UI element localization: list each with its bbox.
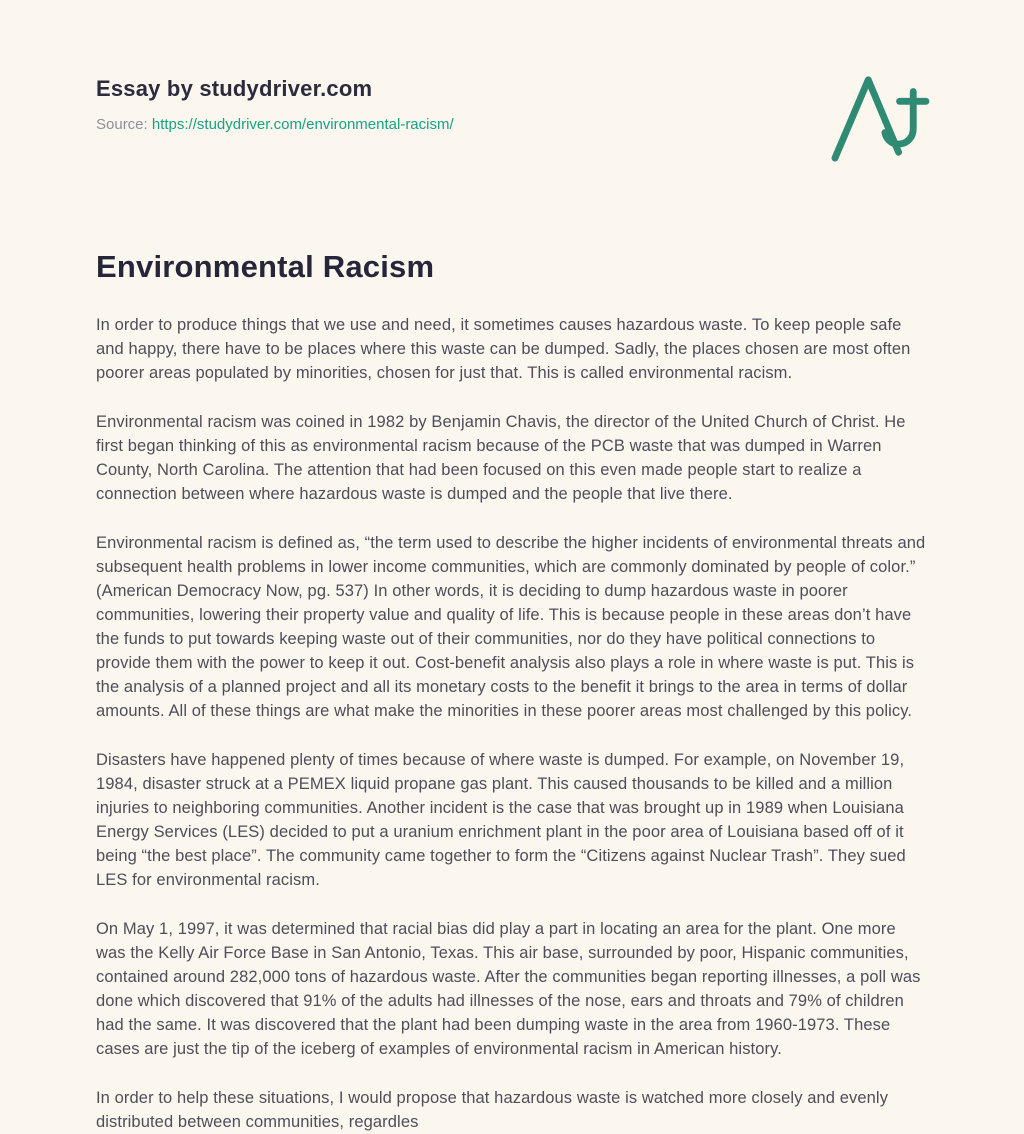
essay-byline: Essay by studydriver.com	[96, 76, 373, 101]
essay-paragraph: Environmental racism is defined as, “the term used to describe the higher incidents of environmental threats and subsequent health problems in lower income communities, which are commonly dominated by people of color.” (American Democracy Now, pg. 537) In other words, it is deciding to dump hazardous waste in poorer communities, lowering their property value and quality of life. This is because people in these areas don’t have the funds to put towards keeping waste out of their communities, nor do they have political connections to provide them with the power to keep it out. Cost-benefit analysis also plays a role in where waste is put. This is the analysis of a planned project and all its monetary costs to the benefit it brings to the area in terms of dollar amounts. All of these things are what make the minorities in these poorer areas most challenged by this policy.	[96, 534, 926, 720]
essay-paragraph: In order to produce things that we use and need, it sometimes causes hazardous waste. To keep people safe and happy, there have to be places where this waste can be dumped. Sadly, the places chosen are most often poorer areas populated by minorities, chosen for just that. This is called environmental racism.	[96, 316, 911, 382]
studydriver-logo-icon	[828, 72, 930, 162]
document-page	[96, 0, 928, 1134]
document-header	[96, 0, 928, 133]
page-title: Environmental Racism	[96, 249, 435, 284]
essay-paragraph: Environmental racism was coined in 1982 by Benjamin Chavis, the director of the United Church of Christ. He first began thinking of this as environmental racism because of the PCB waste that was dumped in Warren County, North Carolina. The attention that had been focused on this even made people start to realize a connection between where hazardous waste is dumped and the people that live there.	[96, 413, 906, 503]
essay-paragraph: On May 1, 1997, it was determined that racial bias did play a part in locating an area for the plant. One more was the Kelly Air Force Base in San Antonio, Texas. This air base, surrounded by poor, Hispanic communities, contained around 282,000 tons of hazardous waste. After the communities began reporting illnesses, a poll was done which discovered that 91% of the adults had illnesses of the nose, ears and throats and 79% of children had the same. It was discovered that the plant had been dumping waste in the area from 1960-1973. These cases are just the tip of the iceberg of examples of environmental racism in American history.	[96, 920, 921, 1058]
essay-article	[96, 249, 928, 1134]
essay-body	[96, 313, 928, 1134]
essay-paragraph: Disasters have happened plenty of times because of where waste is dumped. For example, on November 19, 1984, disaster struck at a PEMEX liquid propane gas plant. This caused thousands to be killed and a million injuries to neighboring communities. Another incident is the case that was brought up in 1989 when Louisiana Energy Services (LES) decided to put a uranium enrichment plant in the poor area of Louisiana based off of it being “the best place”. The community came together to form the “Citizens against Nuclear Trash”. They sued LES for environmental racism.	[96, 751, 906, 889]
source-label: Source:	[96, 116, 148, 133]
essay-paragraph: In order to help these situations, I would propose that hazardous waste is watched more closely and evenly distributed between communities, regardles	[96, 1089, 889, 1131]
source-url-link[interactable]: https://studydriver.com/environmental-racism/	[151, 116, 454, 133]
source-line	[96, 116, 928, 133]
